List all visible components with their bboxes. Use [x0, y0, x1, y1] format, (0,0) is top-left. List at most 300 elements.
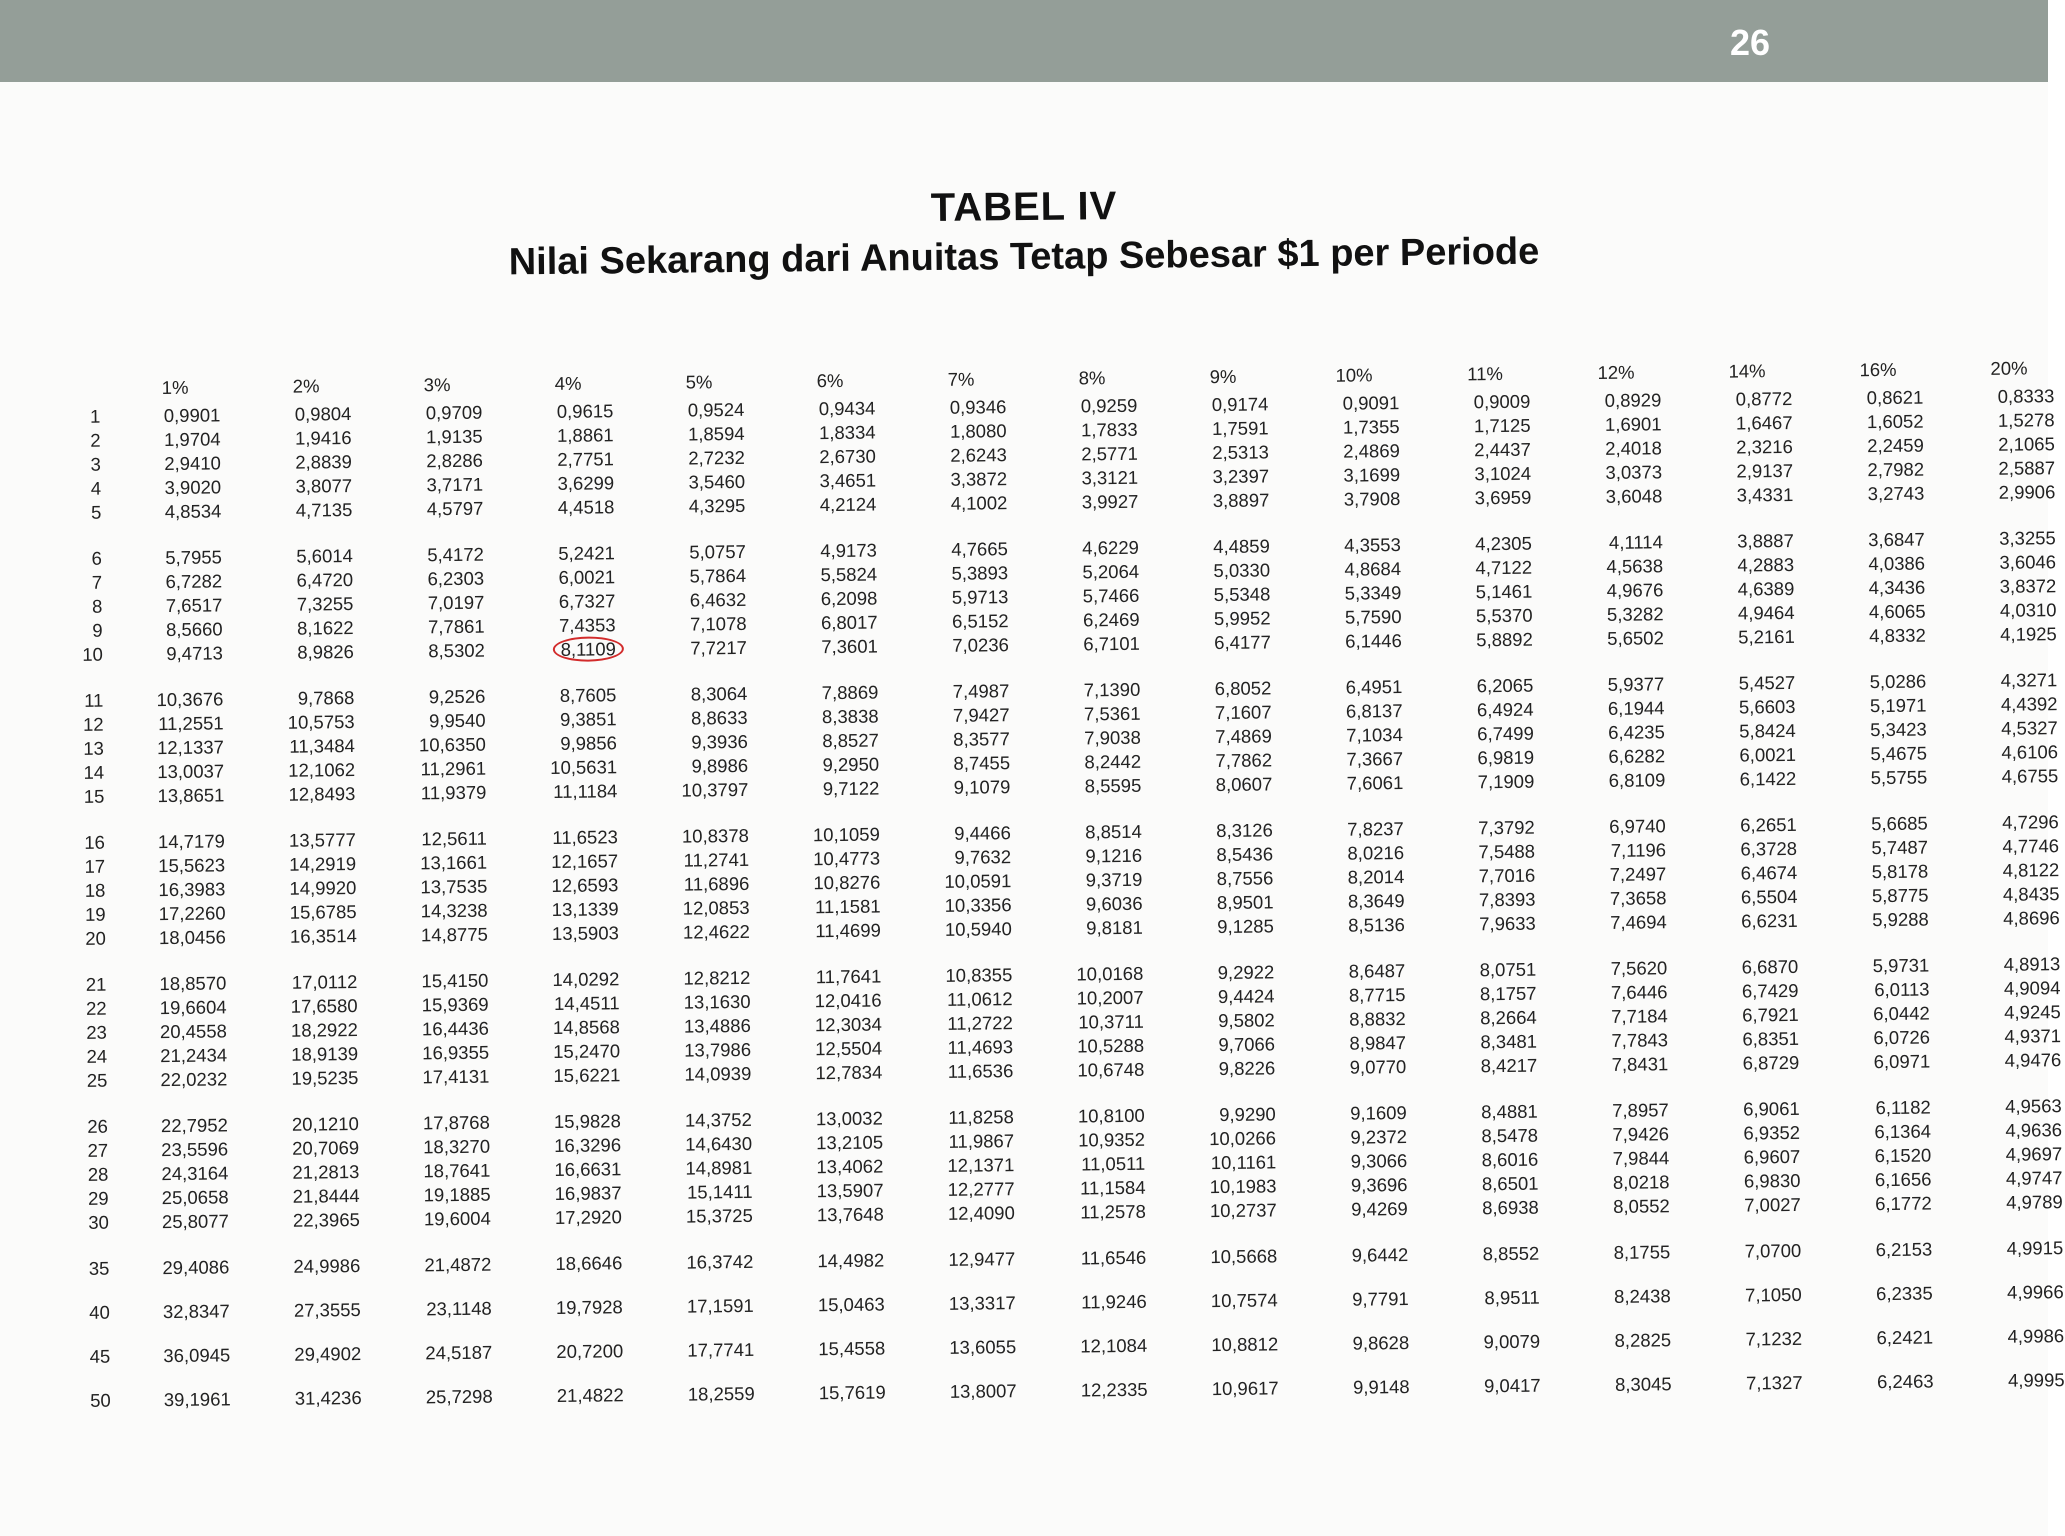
table-cell: 2,9410: [164, 452, 222, 475]
period-label: 5: [91, 501, 102, 523]
table-cell: 2,3216: [1736, 435, 1793, 458]
table-cell: 10,2737: [1209, 1199, 1277, 1222]
table-cell: 6,4177: [1214, 631, 1271, 654]
table-cell: 15,0463: [817, 1293, 885, 1316]
table-cell: 11,0511: [1081, 1152, 1146, 1175]
table-cell: 15,7619: [818, 1381, 886, 1404]
row-group: [73, 669, 2059, 810]
table-cell: 7,3667: [1346, 748, 1404, 770]
table-cell: 22,3965: [292, 1209, 360, 1231]
table-cell: 8,8832: [1349, 1008, 1406, 1030]
table-cell: 10,1983: [1209, 1175, 1277, 1198]
table-cell: 10,5753: [287, 711, 355, 733]
table-cell: 3,8887: [1737, 529, 1794, 552]
table-cell: 10,4773: [813, 847, 881, 870]
table-cell: 8,0216: [1347, 842, 1405, 864]
slide-header-bar: [0, 0, 2048, 82]
table-cell: 7,8393: [1478, 888, 1536, 911]
table-cell: 9,3936: [691, 730, 748, 753]
table-cell: 8,8552: [1482, 1242, 1540, 1265]
table-cell: 5,0286: [1869, 670, 1927, 693]
table-cell: 11,4699: [815, 919, 881, 942]
table-cell: 5,1971: [1869, 694, 1927, 717]
table-cell: 3,8077: [295, 475, 353, 497]
table-cell: 10,8378: [681, 824, 749, 847]
table-cell: 10,7574: [1210, 1289, 1278, 1312]
table-cell: 8,5436: [1216, 843, 1274, 866]
table-cell: 13,1339: [551, 898, 619, 920]
table-cell: 4,9915: [2006, 1237, 2064, 1259]
table-cell: 6,5152: [951, 610, 1009, 632]
rate-header: 1%: [161, 376, 189, 399]
table-cell: 5,1461: [1475, 580, 1533, 603]
table-cell: 1,8080: [949, 420, 1007, 442]
table-cell: 7,1390: [1083, 678, 1141, 701]
table-cell: 20,7200: [556, 1340, 624, 1362]
table-cell: 8,4881: [1481, 1100, 1538, 1123]
table-cell: 0,9615: [556, 400, 614, 422]
table-cell: 5,7955: [165, 546, 222, 569]
table-cell: 1,6052: [1866, 410, 1924, 433]
table-cell: 8,2825: [1614, 1329, 1672, 1351]
table-cell: 5,3349: [1344, 582, 1402, 604]
table-cell: 11,2578: [1080, 1200, 1146, 1223]
table-cell: 5,9288: [1872, 908, 1929, 931]
table-cell: 4,3295: [688, 494, 746, 517]
highlight-circle: 8,1109: [553, 636, 624, 662]
table-cell: 24,5187: [425, 1341, 493, 1364]
table-cell: 8,3064: [690, 682, 748, 705]
table-cell: 7,8431: [1611, 1053, 1669, 1075]
table-cell: 7,4694: [1610, 911, 1667, 933]
period-label: 17: [84, 855, 106, 877]
table-cell: 7,8237: [1347, 818, 1404, 840]
table-cell: 25,8077: [161, 1210, 229, 1233]
table-cell: 5,6502: [1607, 627, 1664, 649]
table-cell: 4,1002: [950, 492, 1008, 514]
table-row: [81, 1369, 2065, 1414]
period-label: 23: [86, 1021, 107, 1043]
table-cell: 6,0021: [1739, 743, 1797, 766]
table-cell: 9,1609: [1350, 1102, 1407, 1124]
table-cell: 4,3436: [1868, 576, 1926, 599]
table-cell: 8,1757: [1479, 982, 1537, 1005]
table-cell: 12,4090: [947, 1202, 1015, 1224]
table-cell: 14,3238: [420, 899, 488, 922]
period-label: 1: [89, 405, 101, 427]
table-cell: 6,9830: [1743, 1169, 1801, 1192]
table-cell: 14,8981: [685, 1156, 753, 1179]
table-cell: 2,6730: [819, 445, 876, 468]
table-cell: 18,3270: [423, 1135, 491, 1158]
row-group: [75, 811, 2060, 952]
table-cell: 12,4622: [682, 920, 750, 943]
table-cell: 3,8897: [1212, 489, 1270, 512]
table-cell: 7,0197: [427, 591, 485, 614]
table-cell: 8,6938: [1482, 1196, 1539, 1219]
table-cell: 6,2651: [1740, 813, 1797, 836]
table-cell: 21,2434: [160, 1044, 228, 1067]
table-cell: 13,8651: [157, 784, 225, 807]
table-cell: 7,5620: [1610, 957, 1668, 979]
table-cell: 0,9709: [425, 401, 483, 424]
table-cell: 6,7499: [1477, 722, 1534, 745]
table-cell: 8,0607: [1215, 773, 1273, 796]
table-cell: 11,2551: [158, 712, 224, 735]
table-cell: 7,1909: [1477, 770, 1535, 793]
table-subtitle: Nilai Sekarang dari Anuitas Tetap Sebesar $1 per Periode: [508, 230, 1540, 284]
table-cell: 18,0456: [158, 926, 226, 949]
table-cell: 4,9245: [2004, 1001, 2061, 1023]
table-cell: 10,1161: [1210, 1151, 1277, 1174]
period-label: 10: [82, 643, 104, 665]
table-cell: 9,0417: [1483, 1374, 1541, 1397]
table-cell: 22,0232: [160, 1068, 228, 1091]
table-cell: 24,9986: [293, 1255, 361, 1277]
table-cell: 0,9346: [949, 396, 1007, 418]
table-cell: 8,8514: [1085, 820, 1142, 843]
table-cell: 4,5638: [1606, 555, 1664, 577]
table-cell: 6,5504: [1740, 885, 1798, 908]
table-cell: 23,1148: [426, 1297, 492, 1320]
table-cell: 11,6536: [947, 1060, 1014, 1082]
table-cell: 3,3255: [1999, 527, 2056, 549]
table-cell: 8,9511: [1484, 1286, 1540, 1309]
row-group: [72, 527, 2057, 668]
table-cell: 13,7648: [816, 1203, 884, 1226]
table-cell: 6,2335: [1875, 1282, 1933, 1305]
table-cell: 12,7834: [815, 1061, 883, 1084]
table-cell: 4,9676: [1606, 579, 1664, 601]
table-cell: 2,7232: [688, 446, 745, 469]
table-cell: 5,9731: [1872, 954, 1930, 977]
table-cell: 13,6055: [949, 1336, 1017, 1358]
table-cell: 4,8696: [2003, 907, 2060, 929]
table-cell: 7,7016: [1478, 864, 1536, 887]
table-cell: 10,5631: [550, 756, 618, 778]
table-cell: 7,5488: [1478, 840, 1536, 863]
rate-header: 4%: [554, 372, 582, 394]
table-cell: 19,1885: [423, 1183, 491, 1206]
table-cell: 1,7125: [1473, 414, 1531, 437]
table-row: [80, 1281, 2064, 1326]
table-cell: 12,6593: [551, 874, 619, 896]
table-cell: 10,3356: [944, 894, 1012, 916]
table-cell: 6,2065: [1476, 674, 1534, 697]
table-cell: 8,0751: [1479, 958, 1537, 981]
table-cell: 6,0021: [558, 566, 616, 588]
table-cell: 7,7861: [427, 615, 485, 638]
period-label: 45: [89, 1345, 111, 1367]
table-cell: 7,8869: [821, 681, 879, 704]
table-cell: 3,9020: [164, 476, 222, 499]
table-cell: 4,7665: [951, 538, 1008, 560]
table-cell: 10,9352: [1078, 1128, 1146, 1151]
rate-header: 20%: [1990, 357, 2028, 379]
rate-header: 3%: [423, 374, 451, 396]
table-cell: 16,9837: [554, 1182, 622, 1204]
table-cell: 16,6631: [554, 1158, 622, 1180]
table-cell: 2,4869: [1343, 440, 1400, 462]
table-cell: 5,7487: [1871, 836, 1929, 859]
rate-header: 6%: [816, 369, 844, 392]
table-cell: 6,7327: [558, 590, 616, 612]
table-cell: 4,7296: [2002, 811, 2059, 833]
table-cell: 0,9174: [1211, 393, 1269, 416]
period-label: 14: [83, 761, 105, 783]
table-cell: 19,6004: [423, 1207, 491, 1230]
table-cell: 14,0939: [684, 1062, 752, 1085]
table-cell: 10,8812: [1211, 1333, 1279, 1356]
table-cell: 7,4353: [558, 614, 616, 636]
table-cell: 6,0442: [1873, 1002, 1930, 1025]
row-group: [81, 1369, 2065, 1414]
period-label: 50: [90, 1389, 111, 1411]
period-label: 21: [85, 973, 107, 995]
table-cell: 5,2161: [1738, 625, 1795, 648]
period-label: 20: [85, 927, 106, 949]
table-cell: 4,6755: [2001, 765, 2059, 787]
table-cell: 7,7184: [1611, 1005, 1668, 1027]
row-group: [80, 1281, 2064, 1326]
table-cell: 3,6046: [1999, 551, 2057, 573]
table-cell: 6,2463: [1876, 1370, 1934, 1393]
table-cell: 10,3711: [1078, 1010, 1144, 1033]
table-cell: 9,5802: [1218, 1009, 1275, 1032]
table-cell: 3,2743: [1867, 482, 1925, 505]
table-cell: 4,2124: [819, 493, 877, 516]
table-cell: 6,1182: [1875, 1096, 1931, 1119]
table-cell: 9,7632: [954, 846, 1012, 868]
period-label: 4: [90, 477, 102, 499]
table-cell: 8,1622: [296, 617, 354, 639]
table-cell: 12,2777: [947, 1178, 1015, 1200]
table-cell: 9,7122: [822, 777, 880, 800]
table-cell: 8,8633: [690, 706, 748, 729]
table-cell: 6,1446: [1345, 630, 1402, 652]
table-cell: 5,8178: [1871, 860, 1929, 883]
rate-header: 9%: [1209, 365, 1237, 388]
table-cell: 2,1065: [1998, 433, 2055, 455]
table-cell: 4,3271: [2000, 669, 2058, 691]
table-cell: 16,3296: [554, 1134, 622, 1156]
table-cell: 3,7908: [1343, 488, 1401, 510]
table-cell: 19,5235: [291, 1067, 359, 1089]
table-cell: 5,5370: [1475, 604, 1533, 627]
table-cell: 2,9906: [1998, 481, 2056, 503]
table-cell: 6,9740: [1609, 815, 1666, 837]
table-cell: 2,8839: [295, 451, 353, 473]
table-cell: 18,8570: [159, 972, 227, 995]
table-cell: 29,4902: [294, 1343, 362, 1365]
table-cell: 27,3555: [293, 1299, 361, 1321]
table-cell: 2,2459: [1867, 434, 1924, 457]
table-cell: 9,0079: [1483, 1330, 1541, 1353]
table-cell: 21,8444: [292, 1185, 360, 1207]
table-cell: 10,8100: [1077, 1104, 1145, 1127]
rate-header: 11%: [1467, 362, 1503, 385]
table-cell: 7,4987: [952, 680, 1010, 702]
table-cell: 4,6389: [1737, 577, 1795, 600]
rate-header: 8%: [1078, 367, 1106, 389]
table-row: [79, 1237, 2064, 1282]
rate-header: 16%: [1859, 358, 1897, 381]
table-cell: 0,9009: [1473, 390, 1531, 413]
table-cell: 11,8258: [948, 1106, 1014, 1128]
table-cell: 1,9416: [294, 427, 352, 449]
table-cell: 8,1755: [1613, 1241, 1671, 1263]
table-cell: 7,0236: [952, 634, 1009, 656]
table-cell: 2,7751: [557, 448, 614, 470]
table-cell: 7,2497: [1609, 863, 1667, 885]
table-cell: 10,6350: [418, 733, 486, 756]
table-cell: 3,6847: [1868, 528, 1925, 551]
table-cell: 6,2469: [1082, 608, 1140, 631]
table-cell: 15,4150: [421, 969, 489, 992]
table-cell: 11,0612: [946, 988, 1013, 1010]
table-cell: 4,5797: [426, 497, 484, 520]
table-cell: 5,9952: [1213, 607, 1271, 630]
table-cell: 0,8621: [1866, 386, 1924, 409]
table-cell: 20,7069: [292, 1137, 360, 1159]
table-cell: 18,9139: [291, 1043, 359, 1065]
table-cell: 6,4632: [689, 588, 747, 611]
table-cell: 21,2813: [292, 1161, 360, 1183]
row-group: [78, 1095, 2063, 1236]
table-cell: 2,5887: [1998, 457, 2056, 479]
table-cell: 39,1961: [163, 1388, 231, 1411]
table-cell: 13,4062: [816, 1155, 884, 1178]
table-cell: 6,8351: [1742, 1027, 1800, 1050]
table-cell: 2,7982: [1867, 458, 1925, 481]
table-cell: 13,7986: [684, 1038, 752, 1061]
table-cell: 10,5668: [1210, 1245, 1278, 1268]
table-cell: 24,3164: [161, 1162, 229, 1185]
rate-header: 14%: [1728, 360, 1766, 382]
period-label: 3: [90, 453, 102, 475]
table-cell: 10,5288: [1077, 1034, 1145, 1057]
table-cell: 12,1062: [288, 759, 356, 781]
table-cell: 11,3484: [289, 735, 355, 757]
table-cell: 5,7466: [1082, 584, 1140, 607]
period-label: 29: [87, 1187, 109, 1209]
table-cell: 16,3514: [289, 925, 357, 947]
table-cell: 16,3742: [686, 1250, 754, 1273]
table-cell: 6,2098: [820, 587, 878, 610]
table-cell: 31,4236: [294, 1387, 362, 1409]
table-cell: 16,3983: [158, 878, 226, 901]
table-cell: 14,7179: [157, 830, 225, 853]
table-cell: 6,8052: [1214, 677, 1272, 700]
table-cell: 12,3034: [814, 1013, 882, 1036]
table-cell: 10,1059: [812, 823, 880, 846]
table-cell: 9,2526: [428, 685, 486, 708]
table-cell: 8,9847: [1349, 1032, 1407, 1054]
table-cell: 8,0218: [1612, 1171, 1670, 1193]
table-cell: 16,4436: [421, 1017, 489, 1040]
table-cell: 5,0330: [1213, 559, 1271, 582]
table-cell: 5,3282: [1606, 603, 1664, 625]
table-cell: 6,0971: [1873, 1050, 1931, 1073]
table-cell: 8,0552: [1613, 1195, 1670, 1217]
table-cell: 2,4018: [1605, 437, 1662, 459]
table-cell: 6,1656: [1874, 1168, 1932, 1191]
table-cell: 0,9091: [1342, 392, 1400, 414]
table-cell: 7,3255: [296, 593, 354, 615]
table-cell: 4,9464: [1737, 601, 1795, 624]
table-cell: 5,2421: [558, 542, 615, 564]
table-cell: 2,4437: [1474, 438, 1531, 461]
table-cell: 9,1079: [953, 776, 1011, 798]
table-cell: 10,6748: [1077, 1058, 1145, 1081]
table-cell: 7,1607: [1214, 701, 1272, 724]
table-cell: 4,2305: [1475, 532, 1532, 555]
table-cell: 2,8286: [426, 449, 483, 472]
table-cell: 7,0027: [1744, 1193, 1801, 1216]
rate-header: 5%: [685, 371, 713, 393]
table-cell: 3,3121: [1081, 466, 1139, 489]
table-cell: 9,8986: [691, 754, 749, 777]
table-cell: 0,8333: [1997, 385, 2055, 407]
table-cell: 20,1210: [291, 1113, 359, 1135]
table-cell: 1,9135: [425, 425, 483, 448]
table-cell: 10,9617: [1211, 1377, 1279, 1400]
period-label: 24: [86, 1045, 108, 1067]
period-label: 28: [87, 1163, 109, 1185]
table-cell: 3,5460: [688, 470, 746, 493]
table-cell: 7,5361: [1083, 702, 1141, 725]
table-cell: 18,7641: [423, 1159, 491, 1182]
table-cell: 17,8768: [422, 1111, 490, 1134]
table-cell: 6,9607: [1743, 1145, 1801, 1168]
table-cell: 4,6229: [1082, 536, 1139, 559]
table-cell: 10,0591: [944, 870, 1012, 892]
table-cell: 1,8334: [818, 421, 876, 444]
table-cell: 8,6487: [1348, 960, 1406, 982]
table-cell: 6,4720: [296, 569, 354, 591]
table-cell: 7,9633: [1479, 912, 1536, 935]
table-cell: 5,4675: [1870, 742, 1928, 765]
table-cell: 4,5327: [2001, 717, 2058, 739]
table-cell: 4,6065: [1868, 600, 1926, 623]
table-cell: 3,1699: [1343, 464, 1401, 486]
table-cell: [496, 638, 616, 661]
period-label: 8: [91, 595, 103, 617]
table-cell: 5,0757: [689, 540, 746, 563]
table-cell: 4,3553: [1344, 534, 1401, 556]
table-cell: 8,2438: [1613, 1285, 1671, 1307]
table-cell: 3,7171: [426, 473, 484, 496]
table-cell: 13,1630: [683, 990, 751, 1013]
table-cell: 11,6523: [552, 826, 618, 848]
table-cell: 14,6430: [685, 1132, 753, 1155]
table-cell: 1,9704: [163, 428, 221, 451]
table-cell: 7,1034: [1346, 724, 1403, 746]
table-cell: 9,3719: [1085, 868, 1143, 891]
table-cell: 12,1371: [947, 1154, 1015, 1176]
table-cell: 1,8594: [687, 422, 745, 445]
table-cell: 13,0037: [157, 760, 225, 783]
table-cell: 12,8493: [288, 783, 356, 805]
row-group: [79, 1237, 2064, 1282]
table-title: TABEL IV: [930, 184, 1118, 230]
table-cell: 5,6685: [1871, 812, 1928, 835]
table-cell: 7,6061: [1346, 772, 1404, 794]
table-cell: 6,4951: [1345, 676, 1403, 698]
table-cell: 9,3066: [1350, 1150, 1408, 1172]
table-cell: 12,1337: [156, 736, 224, 759]
table-cell: 25,7298: [425, 1385, 493, 1408]
